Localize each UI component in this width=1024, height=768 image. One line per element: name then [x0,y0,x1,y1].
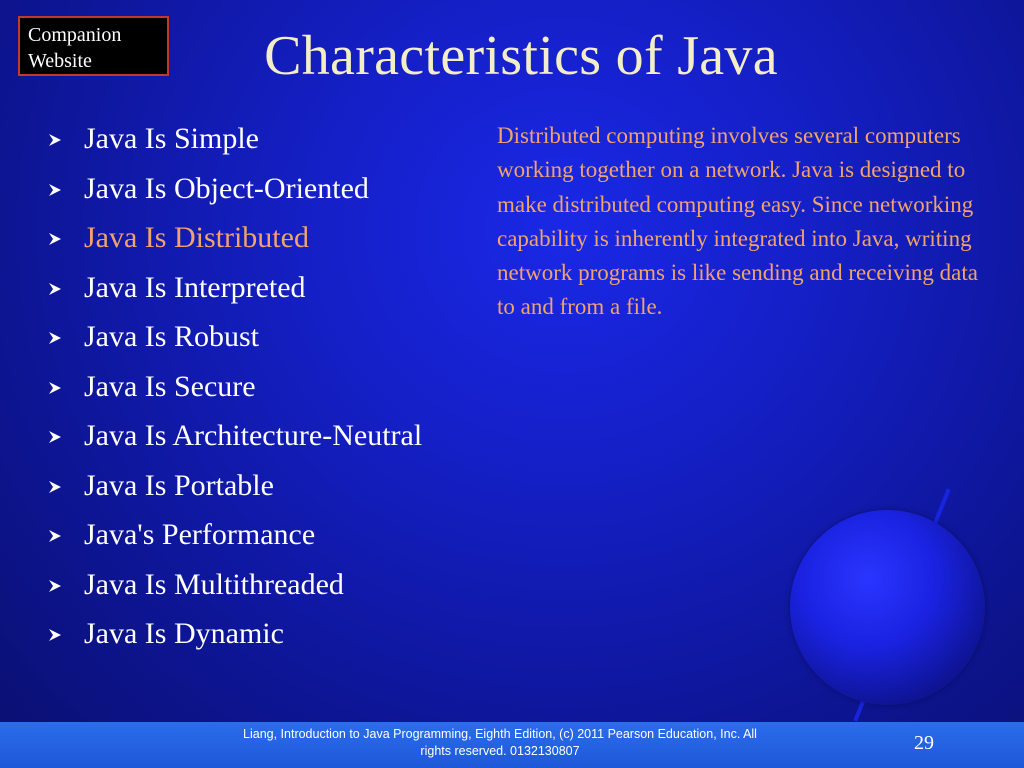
bullet-item [44,512,422,562]
arrow-bullet-icon [48,579,62,593]
arrow-bullet-icon [48,133,62,147]
decorative-globe [790,510,985,705]
bullet-label: Java Is Portable [84,468,274,502]
bullet-list [44,116,422,661]
arrow-bullet-icon [48,381,62,395]
bullet-label: Java Is Robust [84,320,259,353]
bullet-item [44,314,422,364]
bullet-item [44,116,422,166]
arrow-bullet-icon [48,480,62,494]
bullet-label: Java Is Object-Oriented [84,171,369,205]
slide-title: Characteristics of Java [264,25,778,87]
arrow-bullet-icon [48,331,62,345]
arrow-bullet-icon [48,183,62,197]
badge-line-1: Companion [28,24,122,46]
bullet-item [44,166,422,216]
bullet-item [44,611,422,661]
bullet-item [44,413,422,463]
bullet-label: Java Is Multithreaded [84,567,344,601]
bullet-label: Java's Performance [84,518,316,551]
bullet-item [44,562,422,612]
bullet-label: Java Is Interpreted [84,270,306,304]
bullet-item [44,364,422,414]
arrow-bullet-icon [48,282,62,296]
bullet-label: Java Is Secure [84,369,256,403]
arrow-bullet-icon [48,628,62,642]
bullet-item [44,265,422,315]
arrow-bullet-icon [48,232,62,246]
page-number: 29 [914,732,934,754]
distributed-description: Distributed computing involves several computers working together on a network. Java is designed to make distributed computing easy. Since networking capability is inherently integrated into Java, writing network programs is like sending and receiving data to and from a file. [497,123,978,320]
footer-copyright [200,726,800,760]
bullet-item [44,463,422,513]
bullet-label: Java Is Distributed [84,221,309,254]
arrow-bullet-icon [48,430,62,444]
bullet-label: Java Is Simple [84,122,259,155]
footer-line-1: Liang, Introduction to Java Programming, Eighth Edition, (c) 2011 Pearson Education, Inc. All [243,727,757,741]
bullet-label: Java Is Dynamic [84,617,284,650]
bullet-label: Java Is Architecture-Neutral [84,419,423,452]
badge-line-2: Website [28,50,92,72]
footer-line-2: rights reserved. 0132130807 [420,744,580,758]
arrow-bullet-icon [48,529,62,543]
bullet-item-active [44,215,422,265]
